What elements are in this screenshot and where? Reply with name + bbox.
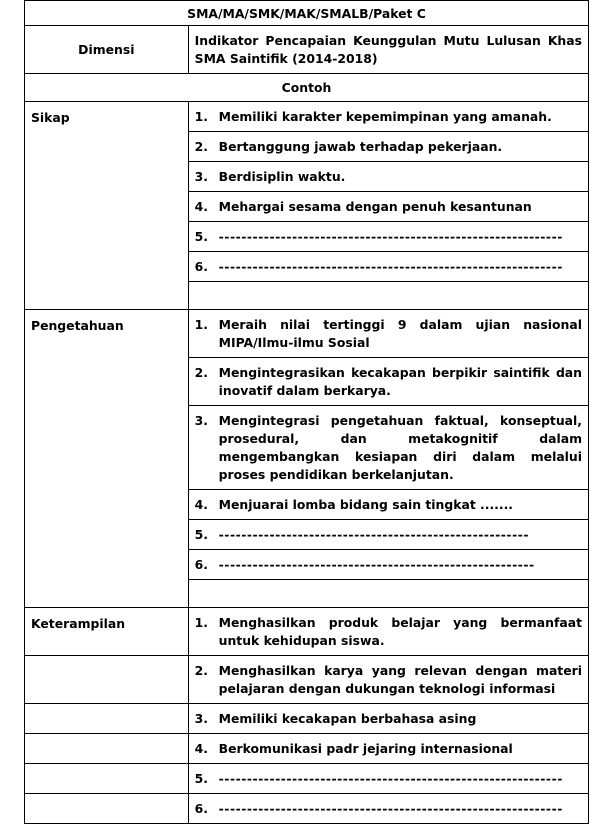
item-placeholder-dots: ------------------------------------------------------------- [218, 259, 563, 274]
table-row [25, 608, 589, 656]
item-number: 2. [194, 663, 208, 678]
item-number: 5. [194, 771, 208, 786]
empty-cell [188, 282, 588, 310]
item-number: 2. [194, 139, 208, 154]
table-row [25, 764, 589, 794]
header-dimensi: Dimensi [25, 26, 189, 74]
header-indikator: Indikator Pencapaian Keunggulan Mutu Lulusan Khas SMA Saintifik (2014-2018) [188, 26, 588, 74]
item-placeholder-dots: ------------------------------------------------------- [218, 527, 529, 542]
empty-cell [25, 704, 189, 734]
item-number: 3. [194, 711, 208, 726]
table-row [25, 704, 589, 734]
item-placeholder-dots: ------------------------------------------------------------- [218, 771, 563, 786]
item-number: 3. [194, 169, 208, 184]
document [24, 0, 589, 824]
list-item [188, 704, 588, 734]
item-number: 1. [194, 109, 208, 124]
item-number: 6. [194, 557, 208, 572]
header-row [25, 26, 589, 74]
item-text: Mengintegrasikan kecakapan berpikir saintifik dan inovatif dalam berkarya. [218, 365, 582, 398]
table-row [25, 656, 589, 704]
empty-cell [188, 580, 588, 608]
list-item [188, 656, 588, 704]
item-placeholder-dots: -------------------------------------------------------- [218, 557, 535, 572]
list-item [188, 310, 588, 358]
item-text: Mengintegrasi pengetahuan faktual, konseptual, prosedural, dan metakognitif dalam mengembangkan kesiapan diri dalam melalui proses pendidikan berkelanjutan. [218, 413, 582, 482]
item-text: Menjuarai lomba bidang sain tingkat ....... [218, 497, 514, 512]
item-number: 1. [194, 317, 208, 332]
table-row [25, 102, 589, 132]
list-item [188, 550, 588, 580]
dimension-sikap: Sikap [25, 102, 189, 310]
list-item [188, 252, 588, 282]
item-text: Memiliki kecakapan berbahasa asing [218, 711, 477, 726]
title-row [25, 1, 589, 26]
item-number: 6. [194, 801, 208, 816]
empty-cell [25, 656, 189, 704]
list-item [188, 490, 588, 520]
empty-cell [25, 794, 189, 824]
list-item [188, 794, 588, 824]
item-text: Meraih nilai tertinggi 9 dalam ujian nasional MIPA/Ilmu-ilmu Sosial [218, 317, 582, 350]
list-item [188, 222, 588, 252]
item-text: Mehargai sesama dengan penuh kesantunan [218, 199, 532, 214]
item-number: 4. [194, 497, 208, 512]
item-number: 4. [194, 741, 208, 756]
item-text: Memiliki karakter kepemimpinan yang amanah. [218, 109, 552, 124]
item-number: 6. [194, 259, 208, 274]
empty-cell [25, 734, 189, 764]
item-number: 3. [194, 413, 208, 428]
empty-cell [25, 764, 189, 794]
list-item [188, 192, 588, 222]
item-text: Bertanggung jawab terhadap pekerjaan. [218, 139, 503, 154]
item-text: Berkomunikasi padr jejaring internasional [218, 741, 513, 756]
item-text: Menghasilkan karya yang relevan dengan materi pelajaran dengan dukungan teknologi informasi [218, 663, 582, 696]
list-item [188, 406, 588, 490]
item-text: Berdisiplin waktu. [218, 169, 346, 184]
indicator-table [24, 0, 589, 824]
list-item [188, 608, 588, 656]
table-row [25, 734, 589, 764]
list-item [188, 358, 588, 406]
dimension-pengetahuan: Pengetahuan [25, 310, 189, 608]
item-text: Menghasilkan produk belajar yang bermanfaat untuk kehidupan siswa. [218, 615, 582, 648]
dimension-keterampilan: Keterampilan [25, 608, 189, 656]
table-row [25, 310, 589, 358]
item-number: 5. [194, 229, 208, 244]
list-item [188, 520, 588, 550]
item-number: 1. [194, 615, 208, 630]
item-number: 5. [194, 527, 208, 542]
item-number: 4. [194, 199, 208, 214]
list-item [188, 102, 588, 132]
table-row [25, 794, 589, 824]
item-placeholder-dots: ------------------------------------------------------------- [218, 801, 563, 816]
item-placeholder-dots: ------------------------------------------------------------- [218, 229, 563, 244]
table-title: SMA/MA/SMK/MAK/SMALB/Paket C [25, 1, 589, 26]
contoh-row [25, 74, 589, 102]
contoh-label: Contoh [25, 74, 589, 102]
list-item [188, 764, 588, 794]
item-number: 2. [194, 365, 208, 380]
list-item [188, 162, 588, 192]
list-item [188, 132, 588, 162]
list-item [188, 734, 588, 764]
